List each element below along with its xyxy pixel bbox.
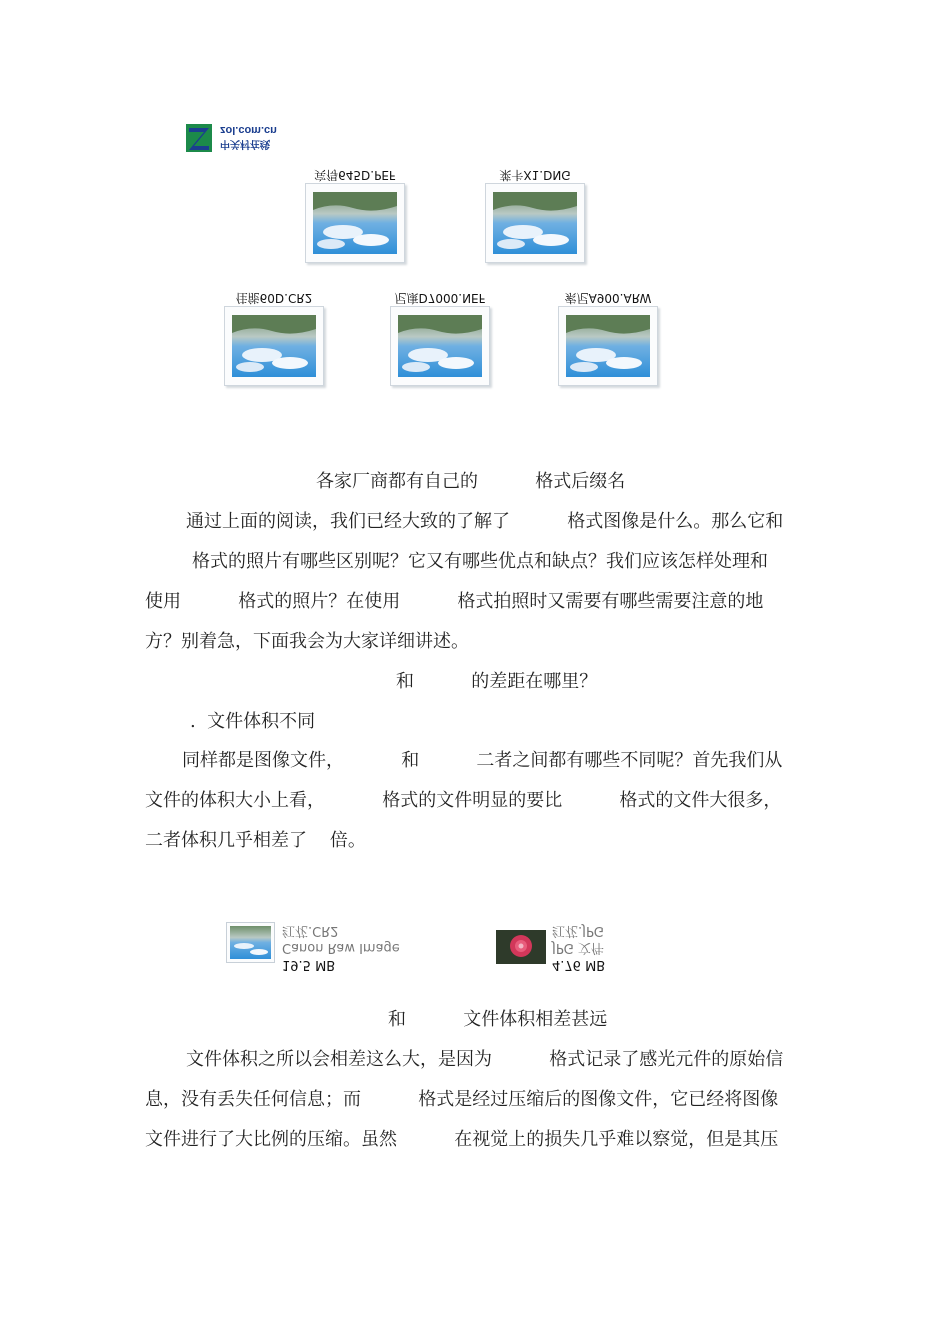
landscape-image-icon [493, 192, 577, 254]
thumbnail-frame [558, 306, 658, 386]
figure-caption: 和 文件体积相差甚远 [388, 1009, 608, 1030]
logo-text: zol.com.cn [220, 124, 277, 136]
landscape-image-icon [313, 192, 397, 254]
figure-caption: 各家厂商都有自己的 格式后缀名 [316, 471, 626, 492]
landscape-image-icon [232, 315, 316, 377]
logo-subtext: 中关村在线 [220, 138, 270, 149]
file-type: JPG 文件 [552, 940, 604, 955]
zol-logo-mark-icon [186, 122, 214, 154]
landscape-image-icon [566, 315, 650, 377]
flower-image-icon [496, 922, 546, 966]
paragraph-line: 同样都是图像文件， 和 二者之间都有哪些不同呢？首先我们从 [182, 750, 783, 771]
zol-logo [186, 122, 296, 156]
file-meta [282, 922, 400, 973]
file-name: 红花.CR2 [282, 923, 339, 938]
paragraph-line: 通过上面的阅读，我们已经大致的了解了 格式图像是什么。那么它和 [186, 511, 784, 532]
paragraph-line: 文件进行了大比例的压缩。虽然 在视觉上的损失几乎难以察觉，但是其压 [145, 1129, 779, 1150]
paragraph-line: 文件体积之所以会相差这么大，是因为 格式记录了感光元件的原始信 [186, 1049, 784, 1070]
landscape-image-icon [398, 315, 482, 377]
file-size: 19.5 MB [282, 957, 336, 972]
thumbnail-caption: 佳能60D.CR2 [235, 291, 313, 305]
file-size: 4.76 MB [552, 957, 606, 972]
paragraph-line: 息，没有丢失任何信息；而 格式是经过压缩后的图像文件，它已经将图像 [145, 1089, 779, 1110]
landscape-image-icon [226, 922, 276, 964]
paragraph-line: 方？别着急，下面我会为大家详细讲述。 [145, 631, 469, 652]
paragraph-line: 使用 格式的照片？在使用 格式拍照时又需要有哪些需要注意的地 [145, 591, 764, 612]
thumbnail-frame [485, 183, 585, 263]
file-type: Canon Raw Image [282, 940, 400, 955]
thumbnail-caption: 宾得645D.PEF [314, 168, 396, 182]
thumbnail-caption: 索尼A900.ARW [564, 291, 652, 305]
file-name: 红花.JPG [552, 923, 604, 938]
thumbnail-frame [390, 306, 490, 386]
thumbnail-frame [305, 183, 405, 263]
paragraph-line: 二者体积几乎相差了 倍。 [145, 830, 366, 851]
paragraph-line: 文件的体积大小上看， 格式的文件明显的要比 格式的文件大很多， [145, 790, 782, 811]
section-heading: 和 的差距在哪里？ [396, 671, 598, 692]
subsection-heading: . 文件体积不同 [190, 711, 316, 732]
thumbnail-caption: 尼康D7000.NEF [394, 291, 486, 305]
thumbnail-caption: 莱卡X1.DNG [499, 168, 571, 182]
paragraph-line: 格式的照片有哪些区别呢？它又有哪些优点和缺点？我们应该怎样处理和 [192, 551, 768, 572]
thumbnail-frame [224, 306, 324, 386]
file-meta [552, 922, 605, 973]
